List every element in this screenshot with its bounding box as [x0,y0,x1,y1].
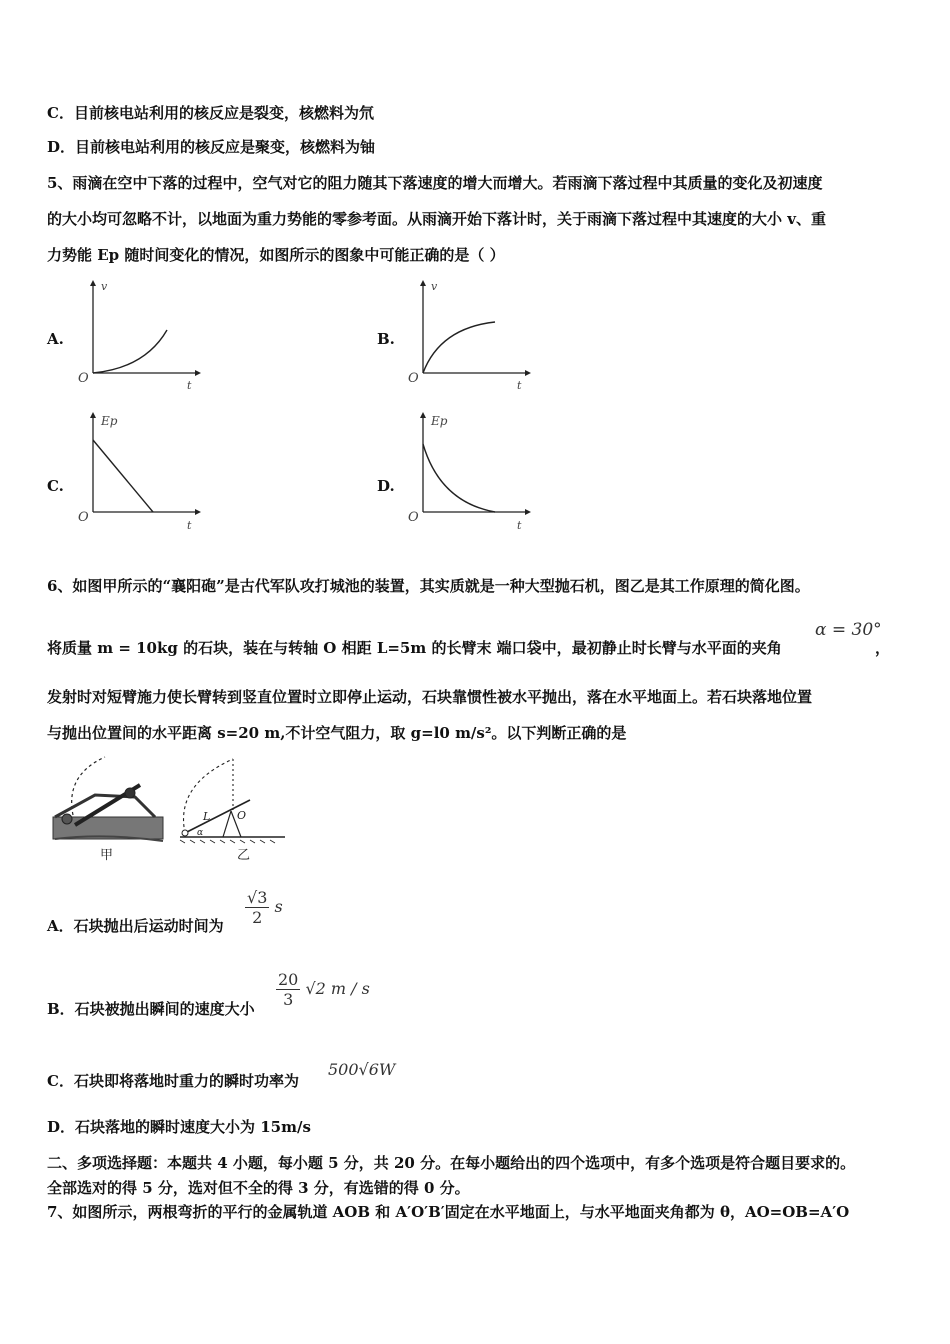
graph-c-origin: O [78,510,89,525]
graph-d-origin: O [408,510,419,525]
q6-option-a: A．石块抛出后运动时间为 [47,917,224,935]
q6-line-3: 发射时对短臂施力使长臂转到竖直位置时立即停止运动，石块靠惯性被水平抛出，落在水平地面上。若石块落地位置 [47,688,813,706]
q6-option-b: B．石块被抛出瞬间的速度大小 [47,1000,255,1018]
q4-option-c: C．目前核电站利用的核反应是裂变，核燃料为氘 [47,104,374,122]
figure-L-label: L [203,810,211,823]
q6a-numerator: √3 [247,888,268,907]
graph-a-xaxis: t [187,379,192,392]
q6b-unit: √2 m / s [305,979,370,998]
q6b-numerator: 20 [278,970,299,989]
figure-yi-label: 乙 [237,848,251,863]
trebuchet-figure [45,755,295,865]
q6-option-a-formula [245,888,283,927]
graph-c [75,410,205,535]
q6-line-1: 6、如图甲所示的“襄阳砲”是古代军队攻打城池的装置，其实质就是一种大型抛石机，图乙是其工作原理的简化图。 [47,577,810,595]
graph-c-yaxis: Ep [101,414,118,428]
graph-b-origin: O [408,371,419,386]
figure-jia-label: 甲 [100,848,114,863]
graph-a-yaxis: v [101,280,108,293]
q5-line-1: 5、雨滴在空中下落的过程中，空气对它的阻力随其下落速度的增大而增大。若雨滴下落过程中其质量的变化及初速度 [47,174,823,192]
trebuchet-photo [53,757,163,841]
graph-c-label: C. [47,477,64,495]
figure-O-label: O [237,809,247,822]
q6-angle-formula: α = 30° [815,620,882,640]
graph-a-label: A. [47,330,64,348]
trebuchet-diagram [180,759,285,843]
graph-b-xaxis: t [517,379,522,392]
section2-line-1: 二、多项选择题：本题共 4 小题，每小题 5 分，共 20 分。在每小题给出的四个选项中，有多个选项是符合题目要求的。 [47,1154,856,1172]
q7-line-1: 7、如图所示，两根弯折的平行的金属轨道 AOB 和 A′O′B′固定在水平地面上，与水平地面夹角都为 θ，AO=OB=A′O [47,1203,850,1221]
figure-alpha-label: α [197,828,204,838]
section2-line-2: 全部选对的得 5 分，选对但不全的得 3 分，有选错的得 0 分。 [47,1179,470,1197]
graph-c-xaxis: t [187,519,192,532]
q5-line-2: 的大小均可忽略不计，以地面为重力势能的零参考面。从雨滴开始下落计时，关于雨滴下落过程中其速度的大小 v、重 [47,210,826,228]
graph-a [75,278,205,393]
q6-option-b-formula [276,970,370,1009]
q4-option-d: D．目前核电站利用的核反应是聚变，核燃料为铀 [47,138,376,156]
graph-d-yaxis: Ep [431,414,448,428]
q6-line-4: 与抛出位置间的水平距离 s=20 m,不计空气阻力，取 g=l0 m/s²。以下判断正确的是 [47,724,627,742]
graph-b-label: B. [377,330,395,348]
graph-a-origin: O [78,371,89,386]
graph-d-label: D. [377,477,395,495]
q6-option-d: D．石块落地的瞬时速度大小为 15m/s [47,1118,311,1136]
q6b-denominator: 3 [283,990,294,1009]
q6-option-c: C．石块即将落地时重力的瞬时功率为 [47,1072,299,1090]
q6a-unit: s [274,897,283,916]
q6-line-2: 将质量 m = 10kg 的石块，装在与转轴 O 相距 L=5m 的长臂末 端口袋中，最初静止时长臂与水平面的夹角 [47,639,782,657]
graph-b-yaxis: v [431,280,438,293]
graph-d-xaxis: t [517,519,522,532]
graph-b [405,278,535,393]
q6-line-2-end: ， [875,639,891,657]
q6a-denominator: 2 [252,908,263,927]
q6-option-c-formula: 500√6W [328,1060,396,1079]
q5-line-3: 力势能 Ep 随时间变化的情况，如图所示的图象中可能正确的是（ ） [47,246,505,264]
graph-d [405,410,535,535]
